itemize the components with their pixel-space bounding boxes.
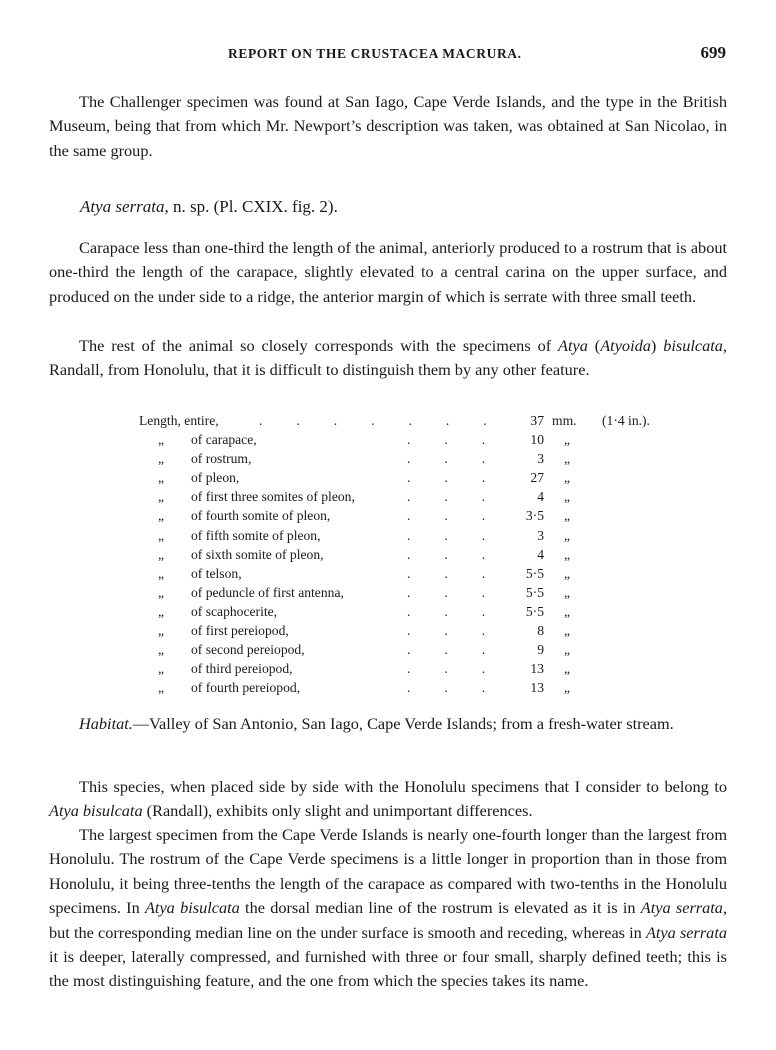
- ditto-mark: „: [158, 508, 165, 524]
- measurement-value: 37: [530, 413, 544, 428]
- running-title: REPORT ON THE CRUSTACEA MACRURA.: [228, 46, 522, 61]
- comparison-paragraph: [49, 334, 727, 383]
- measurement-value: 3: [537, 527, 544, 543]
- dot-leader: . . .: [407, 680, 486, 696]
- largest-taxon-2: Atya serrata: [640, 898, 723, 918]
- side-by-side-text-2: (Randall), exhibits only slight and unimportant differences.: [142, 801, 533, 821]
- dot-leader: . . .: [407, 661, 486, 677]
- measurement-value: 9: [537, 642, 544, 658]
- largest-text-2: the dorsal median line of the rostrum is elevated as it is in: [239, 898, 641, 918]
- measurement-value: 13: [530, 661, 544, 677]
- dot-leader: . . .: [407, 565, 486, 581]
- dot-leader: . . .: [407, 642, 486, 658]
- ditto-mark: „: [158, 451, 165, 467]
- measurement-row-entire: [139, 413, 699, 432]
- unit-ditto-mark: „: [564, 508, 571, 524]
- species-name: Atya serrata: [80, 197, 165, 216]
- side-by-side-taxon: Atya bisulcata: [49, 801, 143, 821]
- ditto-mark: „: [158, 584, 165, 600]
- unit-ditto-mark: „: [564, 642, 571, 658]
- measurement-part: of third pereiopod,: [191, 661, 293, 677]
- measurement-part: of fourth somite of pleon,: [191, 508, 331, 524]
- measurement-value: 10: [530, 432, 544, 448]
- measurement-inch-note: (1·4 in.).: [602, 413, 650, 428]
- ditto-mark: „: [158, 470, 165, 486]
- measurement-row: [139, 642, 699, 661]
- measurement-row: [139, 451, 699, 470]
- intro-paragraph: The Challenger specimen was found at San Iago, Cape Verde Islands, and the type in the British Museum, being that from which Mr. Newport’s description was taken, was obtained at San Nicolao, in the same group.: [49, 92, 727, 160]
- unit-ditto-mark: „: [564, 565, 571, 581]
- dot-leader: . . .: [407, 470, 486, 486]
- comparison-species: bisulcata: [663, 336, 723, 355]
- measurement-part: of scaphocerite,: [191, 603, 278, 619]
- page-number: 699: [700, 43, 726, 62]
- habitat-paragraph: [49, 712, 727, 736]
- measurement-row: [139, 432, 699, 451]
- dot-leader: . . .: [407, 527, 486, 543]
- measurement-part: of first pereiopod,: [191, 623, 289, 639]
- unit-ditto-mark: „: [564, 432, 571, 448]
- dot-leader: . . .: [407, 546, 486, 562]
- measurement-value: 3·5: [525, 508, 544, 524]
- description-paragraph: Carapace less than one-third the length of the animal, anteriorly produced to a rostrum that is about one-third the length of the carapace, slightly elevated to a central carina on the upper surface, and produced on the under side to a ridge, the anterior margin of which is serrate with three small teeth.: [49, 238, 727, 306]
- measurements-table: [139, 413, 699, 699]
- measurement-row: [139, 547, 699, 566]
- page-header: [0, 43, 776, 68]
- measurement-value: 13: [530, 680, 544, 696]
- comparison-text-2: , Randall, from Honolulu, that it is difficult to distinguish them by any other feature.: [49, 336, 727, 380]
- unit-ditto-mark: „: [564, 680, 571, 696]
- ditto-mark: „: [158, 489, 165, 505]
- measurement-value: 5·5: [525, 584, 544, 600]
- measurement-part: of first three somites of pleon,: [191, 489, 355, 505]
- largest-taxon-1: Atya bisulcata: [144, 898, 240, 918]
- ditto-mark: „: [158, 527, 165, 543]
- unit-ditto-mark: „: [564, 623, 571, 639]
- unit-ditto-mark: „: [564, 661, 571, 677]
- side-by-side-text-1: This species, when placed side by side with the Honolulu specimens that I consider to belong to: [79, 777, 727, 796]
- comparison-text-1: The rest of the animal so closely corresponds with the specimens of: [79, 336, 559, 355]
- species-heading: [80, 197, 338, 217]
- measurement-row: [139, 508, 699, 527]
- comparison-genus: Atya: [558, 336, 588, 355]
- ditto-mark: „: [158, 680, 165, 696]
- measurement-row: [139, 680, 699, 699]
- dot-leader: . . . . . . .: [259, 413, 487, 428]
- ditto-mark: „: [158, 565, 165, 581]
- dot-leader: . . .: [407, 508, 486, 524]
- measurement-part: of fourth pereiopod,: [191, 680, 301, 696]
- measurement-row: [139, 566, 699, 585]
- measurement-value: 8: [537, 623, 544, 639]
- habitat-label: Habitat.: [79, 714, 133, 733]
- measurement-row: [139, 604, 699, 623]
- unit-ditto-mark: „: [564, 451, 571, 467]
- measurement-value: 3: [537, 451, 544, 467]
- measurement-part: of rostrum,: [191, 451, 252, 467]
- measurement-part: of second pereiopod,: [191, 642, 305, 658]
- measurement-row: [139, 623, 699, 642]
- measurement-value: 4: [537, 489, 544, 505]
- largest-specimen-paragraph: [49, 823, 727, 994]
- dot-leader: . . .: [407, 623, 486, 639]
- unit-ditto-mark: „: [564, 546, 571, 562]
- measurement-value: 5·5: [525, 565, 544, 581]
- measurement-part: of peduncle of first antenna,: [191, 584, 344, 600]
- measurement-label: Length, entire,: [139, 413, 219, 428]
- largest-text-1: The largest specimen from the Cape Verde Islands is nearly one-fourth longer than the largest from Honolulu. The rostrum of the Cape Verde specimens is a little longer in proportion than in those from Honolulu, it being three-tenths the length of the carapace as compared with two-tenths in the Honolulu specimens. In: [49, 825, 727, 918]
- ditto-mark: „: [158, 642, 165, 658]
- unit-ditto-mark: „: [564, 603, 571, 619]
- unit-ditto-mark: „: [564, 527, 571, 543]
- largest-text-3: , but the corresponding median line on the under surface is smooth and receding, whereas in: [49, 898, 728, 942]
- comparison-close-paren: ): [650, 336, 664, 355]
- dot-leader: . . .: [407, 451, 486, 467]
- measurement-row: [139, 585, 699, 604]
- largest-taxon-3: Atya serrata: [645, 922, 727, 942]
- largest-text-4: it is deeper, laterally compressed, and furnished with three or four small, sharply defined teeth; this is the most distinguishing feature, and the one from which the species takes its name.: [49, 947, 727, 991]
- dot-leader: . . .: [407, 432, 486, 448]
- habitat-text: —Valley of San Antonio, San Iago, Cape Verde Islands; from a fresh-water stream.: [132, 714, 674, 733]
- measurement-unit: mm.: [552, 413, 577, 428]
- ditto-mark: „: [158, 623, 165, 639]
- comparison-subgenus: Atyoida: [600, 336, 651, 355]
- unit-ditto-mark: „: [564, 489, 571, 505]
- ditto-mark: „: [158, 603, 165, 619]
- measurement-part: of sixth somite of pleon,: [191, 546, 324, 562]
- species-heading-rest: , n. sp. (Pl. CXIX. fig. 2).: [164, 197, 338, 216]
- measurement-value: 4: [537, 546, 544, 562]
- ditto-mark: „: [158, 432, 165, 448]
- measurement-value: 5·5: [525, 603, 544, 619]
- measurement-row: [139, 470, 699, 489]
- measurement-part: of telson,: [191, 565, 242, 581]
- ditto-mark: „: [158, 546, 165, 562]
- side-by-side-paragraph: [49, 775, 727, 824]
- comparison-open-paren: (: [587, 336, 601, 355]
- measurement-value: 27: [530, 470, 544, 486]
- measurement-part: of carapace,: [191, 432, 257, 448]
- dot-leader: . . .: [407, 584, 486, 600]
- unit-ditto-mark: „: [564, 470, 571, 486]
- measurement-part: of fifth somite of pleon,: [191, 527, 321, 543]
- dot-leader: . . .: [407, 603, 486, 619]
- unit-ditto-mark: „: [564, 584, 571, 600]
- measurement-row: [139, 489, 699, 508]
- measurement-row: [139, 528, 699, 547]
- measurement-row: [139, 661, 699, 680]
- dot-leader: . . .: [407, 489, 486, 505]
- measurement-part: of pleon,: [191, 470, 240, 486]
- ditto-mark: „: [158, 661, 165, 677]
